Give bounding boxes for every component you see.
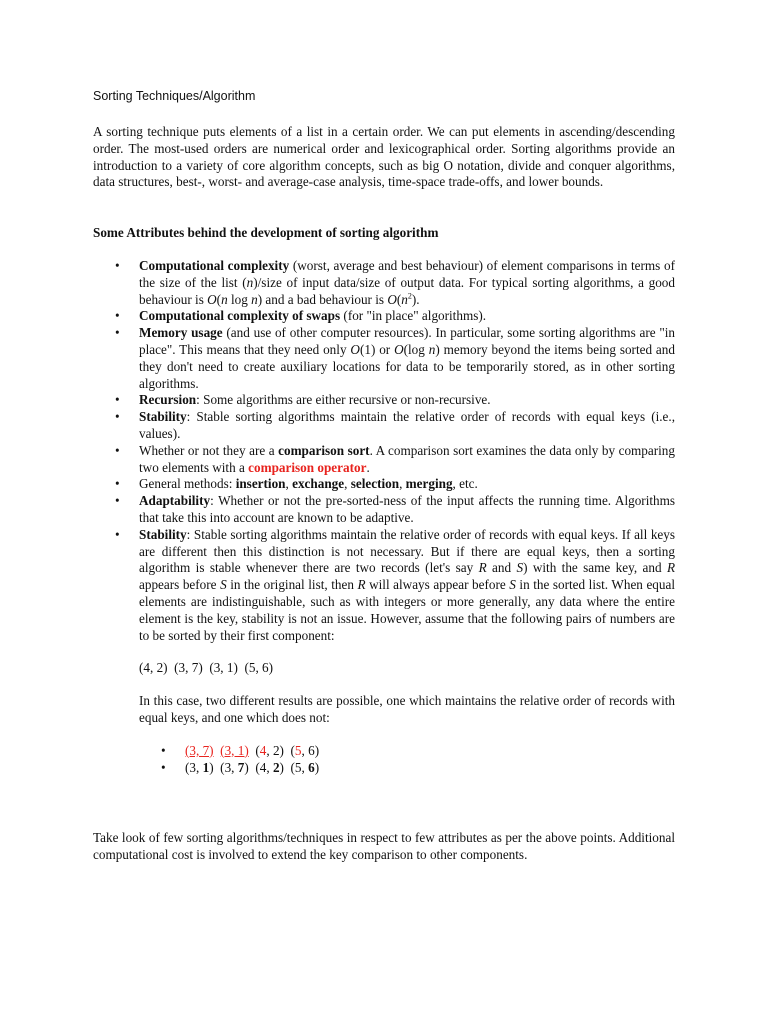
list-item-comparison-sort — [139, 443, 675, 477]
pair-sep: ) (4, — [244, 759, 273, 775]
section-heading: Some Attributes behind the development of sorting algorithm — [93, 225, 439, 240]
math-var: n — [428, 341, 436, 357]
list-item-computational-complexity — [139, 258, 675, 308]
list-item-complexity-of-swaps — [139, 308, 675, 325]
item-text: )/size of input data/size of output data. For typical sorting algorithms, a good behaviour is — [139, 274, 675, 307]
item-term: Stability — [139, 526, 187, 542]
list-item-memory-usage — [139, 325, 675, 392]
pair-second: 2 — [272, 759, 280, 775]
pair-sep: (3, — [185, 759, 203, 775]
math-var: n — [401, 291, 408, 307]
item-term: Computational complexity of swaps — [139, 308, 341, 324]
item-text: ) and a bad behaviour is — [257, 291, 388, 307]
method-insertion: insertion — [235, 476, 286, 492]
math-var: R — [478, 560, 487, 576]
pair-key: 4 — [259, 742, 267, 758]
results-list — [139, 743, 675, 777]
item-text: : Whether or not the pre-sorted-ness of the input affects the running time. Algorithms that take this into account are known to be adaptive. — [139, 493, 675, 525]
pair-sep: , 6) — [301, 742, 320, 758]
case-text: In this case, two different results are possible, one which maintains the relative order of records with equal keys, and one which does not: — [139, 693, 675, 725]
pair-second: 7 — [237, 759, 245, 775]
pair-value: (3, 7) — [185, 742, 214, 758]
intro-paragraph: A sorting technique puts elements of a list in a certain order. We can put elements in ascending/descending order. The most-used orders are numerical order and lexicographical order. Sorting algorithms provide an introduction to a variety of core algorithm concepts, such as big O notation, divide and conquer algorithms, data structures, best-, worst- and average-case analysis, time-space trade-offs, and lower bounds. — [93, 124, 675, 190]
list-item-stability — [139, 409, 675, 443]
math-var: S — [220, 577, 227, 593]
item-text: : Some algorithms are either recursive or non-recursive. — [196, 392, 491, 408]
document-title: Sorting Techniques/Algorithm — [93, 89, 256, 103]
pair-sep: , 2) ( — [266, 742, 295, 758]
math-var: O — [387, 291, 397, 307]
item-text: , etc. — [452, 476, 478, 492]
pair-sep: ( — [248, 742, 260, 758]
closing-paragraph: Take look of few sorting algorithms/techniques in respect to few attributes as per the above points. Additional computational cost is involved to extend the key comparison to other components. — [93, 830, 675, 862]
item-text: will always appear before — [365, 577, 510, 593]
math-var: S — [516, 560, 524, 576]
item-text: (and use of other computer resources). In particular, some sorting algorithms are "in place". This means that they need only — [139, 325, 675, 357]
math-var: n — [246, 274, 254, 290]
item-term: Computational complexity — [139, 258, 290, 273]
comparison-operator-link[interactable]: comparison operator — [248, 459, 367, 475]
item-text: in the original list, then — [226, 577, 358, 593]
item-text: ( — [216, 291, 222, 307]
pair-sep: ) — [314, 759, 320, 775]
item-text: , — [344, 476, 351, 492]
item-text: , — [399, 476, 406, 492]
math-var: R — [666, 560, 675, 576]
item-text: . — [366, 459, 370, 475]
item-text: in the sorted list. When equal elements are indistinguishable, such as with integers or more generally, any data where the entire element is the key, stability is not an issue. However, assume that the following pairs of numbers are to be sorted by their first component: — [139, 577, 675, 643]
item-text: (log — [403, 341, 429, 357]
item-text: (1) or — [359, 341, 395, 357]
item-text: ) memory beyond the items being sorted and they don't need to create auxiliary locations for data to be temporarily stored, as in other sorting algorithms. — [139, 341, 675, 391]
list-item-general-methods — [139, 476, 675, 493]
method-selection: selection — [350, 476, 400, 492]
math-var: O — [394, 341, 404, 357]
math-var: n — [251, 291, 258, 307]
result-unstable — [139, 743, 675, 760]
math-var: O — [207, 291, 217, 307]
math-var: S — [509, 577, 516, 593]
math-var: n — [221, 291, 228, 307]
item-text: (worst, average and best behaviour) of element comparisons in terms of the size of the list ( — [139, 258, 675, 290]
item-term: comparison sort — [278, 442, 370, 458]
item-text: (for "in place" algorithms). — [340, 308, 487, 324]
item-text: appears before — [139, 577, 221, 593]
pair-value: (3, 1) — [220, 742, 249, 758]
pair-sep: ) (3, — [209, 759, 238, 775]
item-text: and — [486, 560, 517, 576]
pair-second: 1 — [202, 759, 210, 775]
item-term: Memory usage — [139, 325, 223, 341]
result-stable — [139, 760, 675, 777]
pair-key: 5 — [294, 742, 302, 758]
item-text: ). — [411, 291, 420, 307]
method-exchange: exchange — [292, 476, 345, 492]
math-var: R — [357, 577, 366, 593]
math-exponent: 2 — [407, 291, 412, 301]
item-text: : Stable sorting algorithms maintain the relative order of records with equal keys. If all keys are different then this distinction is not necessary. But if there are equal keys, then a sorting algorithm is stable whenever there are two records (let's say — [139, 526, 675, 576]
item-text: log — [227, 291, 252, 307]
item-text: Whether or not they are a — [139, 442, 279, 458]
item-text: : Stable sorting algorithms maintain the relative order of records with equal keys (i.e., values). — [139, 409, 675, 441]
item-term: Adaptability — [139, 493, 211, 509]
attributes-list — [139, 258, 675, 776]
item-text: ( — [396, 291, 402, 307]
item-text: ) with the same key, and — [523, 560, 667, 576]
item-term: Stability — [139, 409, 187, 425]
list-item-recursion — [139, 392, 675, 409]
math-var: O — [350, 341, 360, 357]
item-text: , — [285, 476, 293, 492]
item-term: Recursion — [139, 392, 197, 408]
pair-sep: ) (5, — [279, 759, 309, 775]
list-item-stability-detail — [139, 527, 675, 777]
method-merging: merging — [405, 476, 453, 492]
pair-second: 6 — [308, 759, 315, 775]
pairs-example: (4, 2) (3, 7) (3, 1) (5, 6) — [139, 660, 274, 676]
item-text: . A comparison sort examines the data only by comparing two elements with a — [139, 442, 675, 475]
item-text: General methods: — [139, 476, 236, 492]
list-item-adaptability — [139, 493, 675, 527]
